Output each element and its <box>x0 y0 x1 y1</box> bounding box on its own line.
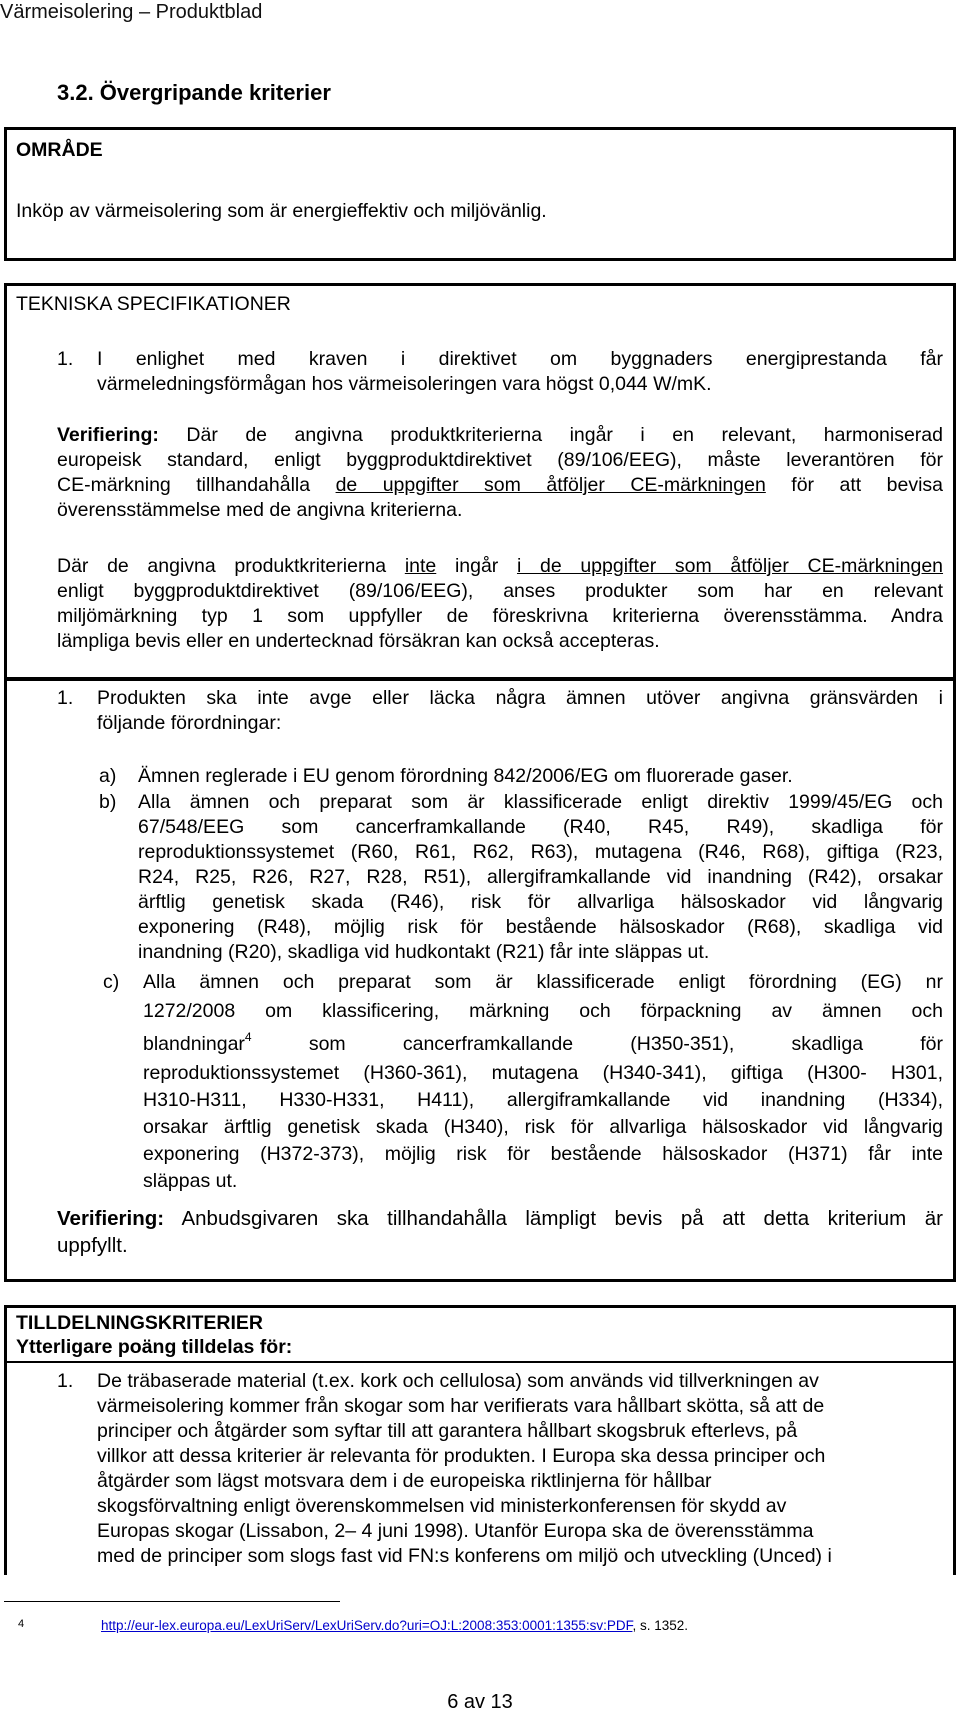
list-item-line: släppas ut. <box>143 1170 238 1192</box>
tilldelning-line: skogsförvaltning enligt överenskommelsen vid ministerkonferensen för skydd av <box>97 1495 787 1517</box>
list-item-line: 67/548/EEG som cancerframkallande (R40, R45, R49), skadliga för <box>138 816 943 838</box>
verifiering-line: miljömärkning typ 1 som uppfyller de föreskrivna kriterierna överensstämma. Andra <box>57 605 943 627</box>
page-number: 6 av 13 <box>447 1691 513 1713</box>
produkt-item-line: Produkten ska inte avge eller läcka några ämnen utöver angivna gränsvärden i <box>97 687 943 709</box>
list-item-line: 1272/2008 om klassificering, märkning och förpackning av ämnen och <box>143 1000 943 1022</box>
list-item-line: blandningar <box>143 1033 245 1055</box>
produkt-item-text <box>97 686 943 736</box>
list-item-line: ärftlig genetisk skada (R46), risk för allvarliga hälsoskador vid långvarig <box>138 891 943 913</box>
tilldelning-line: med de principer som slogs fast vid FN:s konferens om miljö och utveckling (Unced) i <box>97 1545 832 1567</box>
list-label-c: c) <box>103 971 120 993</box>
omrade-text: Inköp av värmeisolering som är energieffektiv och miljövänlig. <box>16 200 547 222</box>
tilldelning-heading: TILLDELNINGSKRITERIER <box>16 1312 263 1334</box>
list-item-line: R24, R25, R26, R27, R28, R51), allergiframkallande vid inandning (R42), orsakar <box>138 866 943 888</box>
list-item-line: exponering (R48), möjlig risk för bestående hälsoskador (R68), skadliga vid <box>138 916 943 938</box>
header-separator <box>4 1361 956 1363</box>
omrade-heading: OMRÅDE <box>16 139 103 161</box>
verifiering-label: Verifiering: <box>57 1207 165 1230</box>
tekniska-heading: TEKNISKA SPECIFIKATIONER <box>16 293 291 315</box>
verifiering-label: Verifiering: <box>57 424 159 446</box>
verifiering-line: enligt byggproduktdirektivet (89/106/EEG), anses produkter som har en relevant <box>57 580 943 602</box>
verifiering-line: för att bevisa <box>791 474 944 496</box>
tilldelning-line: principer och åtgärder som syftar till att garantera hållbart skogsbruk efterlevs, på <box>97 1420 798 1442</box>
page-header-title: Värmeisolering – Produktblad <box>0 1 263 23</box>
tilldelning-subheading: Ytterligare poäng tilldelas för: <box>16 1336 293 1358</box>
verifiering-line: överensstämmelse med de angivna kriterierna. <box>57 499 463 521</box>
omrade-box <box>4 127 956 261</box>
footnote-rule <box>4 1601 340 1602</box>
verifiering-text: Anbudsgivaren ska tillhandahålla lämpligt bevis på att detta kriterium är <box>181 1207 943 1230</box>
tekniska-item-number: 1. <box>57 348 74 370</box>
tilldelning-line: villkor att dessa kriterier är relevanta för produkten. I Europa ska dessa principer och <box>97 1445 826 1467</box>
tilldelning-item-number: 1. <box>57 1370 74 1392</box>
tekniska-item-line: I enlighet med kraven i direktivet om byggnaders energiprestanda får <box>97 348 943 370</box>
verifiering-paragraph-2 <box>57 554 943 654</box>
tekniska-item-text <box>97 347 943 397</box>
list-item-a: Ämnen reglerade i EU genom förordning 842/2006/EG om fluorerade gaser. <box>138 765 793 787</box>
tilldelning-line: åtgärder som lägst motsvara dem i de europeiska riktlinjerna för hållbar <box>97 1470 712 1492</box>
verifiering-paragraph-1 <box>57 423 943 523</box>
tilldelning-line: De träbaserade material (t.ex. kork och cellulosa) som används vid tillverkningen av <box>97 1370 819 1392</box>
list-label-a: a) <box>99 765 117 787</box>
verifiering-line: uppfyllt. <box>57 1234 128 1257</box>
list-item-line: orsakar ärftlig genetisk skada (H340), risk för allvarliga hälsoskador vid långvarig <box>143 1116 943 1138</box>
list-item-line: H310-H311, H330-H331, H411), allergiframkallande vid inandning (H334), <box>143 1089 943 1111</box>
verifiering-line: Där de angivna produktkriterierna <box>57 555 387 577</box>
produkt-item-number: 1. <box>57 687 74 709</box>
list-item-line: Alla ämnen och preparat som är klassificerade enligt direktiv 1999/45/EG och <box>138 791 943 813</box>
verifiering-line: CE-märkning tillhandahålla <box>57 474 311 496</box>
tilldelning-line: värmeisolering kommer från skogar som har verifierats vara hållbart skötta, så att de <box>97 1395 825 1417</box>
produkt-verifiering <box>57 1205 943 1259</box>
list-item-line: som cancerframkallande (H350-351), skadliga för <box>308 1033 944 1055</box>
verifiering-text: Där de angivna produktkriterierna ingår i en relevant, harmoniserad <box>186 424 943 446</box>
list-item-b <box>138 790 943 965</box>
tilldelning-item-text <box>97 1369 943 1569</box>
ce-link-text: de uppgifter som åtföljer CE-märkningen <box>335 474 766 496</box>
list-item-c <box>143 970 943 1194</box>
section-title: 3.2. Övergripande kriterier <box>57 80 331 105</box>
ce-uppgifter-text: i de uppgifter som åtföljer CE-märkningen <box>516 555 944 577</box>
produkt-item-line: följande förordningar: <box>97 712 282 734</box>
tilldelning-line: Europas skogar (Lissabon, 2– 4 juni 1998). Utanför Europa ska de överensstämma <box>97 1520 814 1542</box>
list-item-line: inandning (R20), skadliga vid hudkontakt (R21) får inte släppas ut. <box>138 941 710 963</box>
verifiering-line: lämpliga bevis eller en undertecknad försäkran kan också accepteras. <box>57 630 660 652</box>
tekniska-item-line: värmeledningsförmågan hos värmeisoleringen vara högst 0,044 W/mK. <box>97 373 712 395</box>
list-item-line: Alla ämnen och preparat som är klassificerade enligt förordning (EG) nr <box>143 971 943 993</box>
footnote-reference: 4 <box>244 1030 252 1044</box>
list-item-line: reproduktionssystemet (R60, R61, R62, R63), mutagena (R46, R68), giftiga (R23, <box>138 841 943 863</box>
footnote-suffix: , s. 1352. <box>632 1618 688 1633</box>
footnote-text <box>101 1617 688 1635</box>
list-item-line: reproduktionssystemet (H360-361), mutagena (H340-341), giftiga (H300- H301, <box>143 1062 943 1084</box>
list-item-line: exponering (H372-373), möjlig risk för bestående hälsoskador (H371) får inte <box>143 1143 943 1165</box>
inte-emphasis: inte <box>404 555 437 577</box>
verifiering-line: europeisk standard, enligt byggproduktdirektivet (89/106/EEG), måste leverantören för <box>57 449 943 471</box>
footnote-link[interactable]: http://eur-lex.europa.eu/LexUriServ/LexUriServ.do?uri=OJ:L:2008:353:0001:1355:sv:PDF <box>101 1618 633 1633</box>
footnote-mark: 4 <box>18 1618 25 1630</box>
verifiering-line: ingår <box>454 555 499 577</box>
list-label-b: b) <box>99 791 117 813</box>
